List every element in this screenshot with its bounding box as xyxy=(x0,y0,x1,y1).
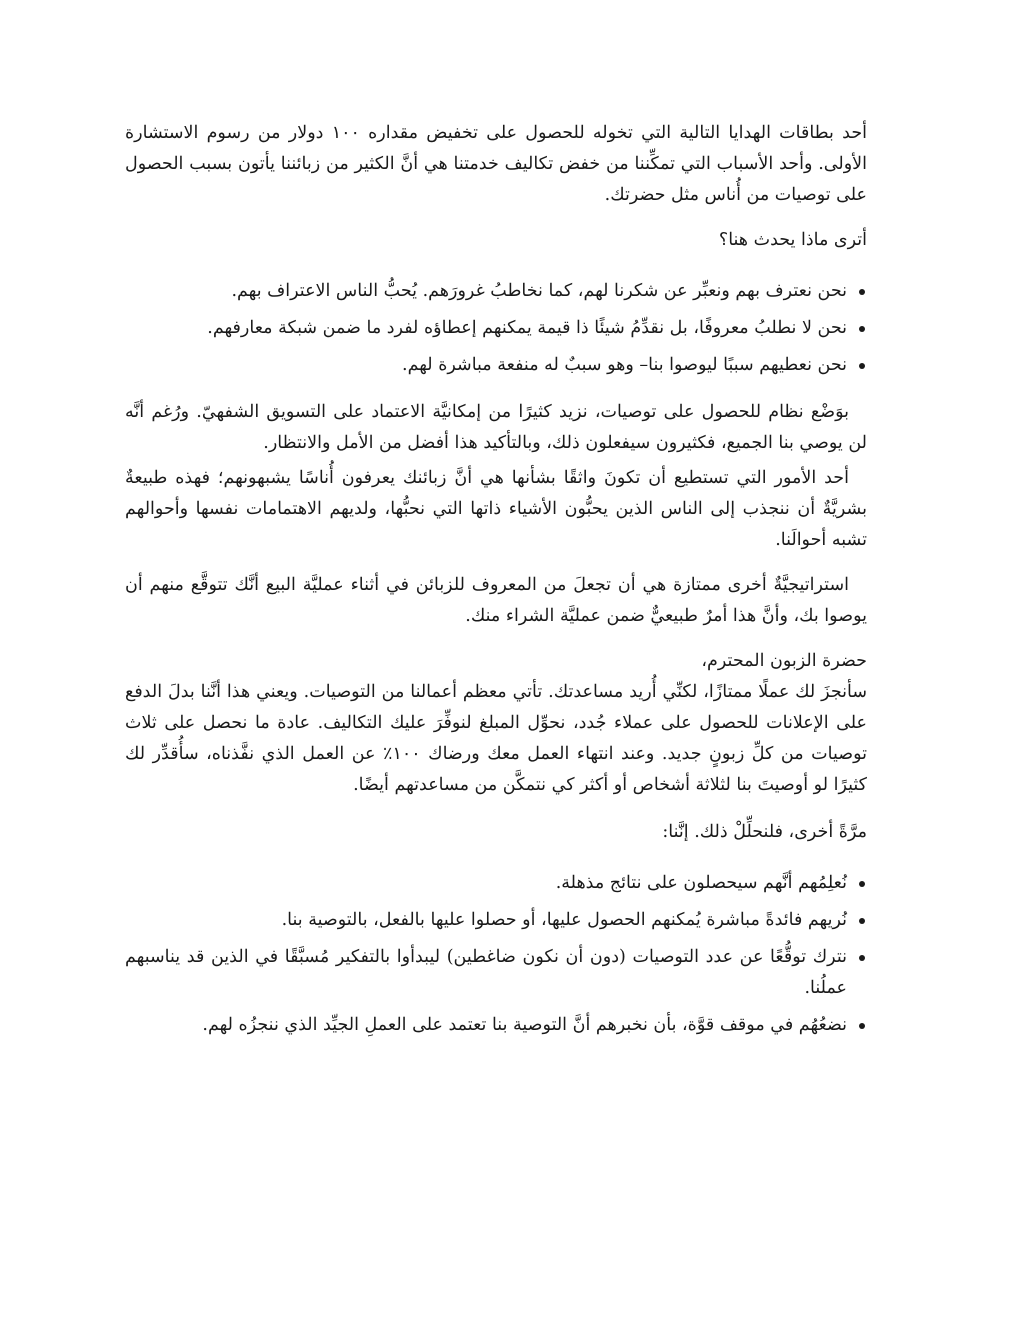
bullet-icon xyxy=(859,955,865,961)
list-item-text: نُريهم فائدةً مباشرة يُمكنهم الحصول عليها، أو حصلوا عليها بالفعل، بالتوصية بنا. xyxy=(281,910,847,930)
sample-letter xyxy=(125,646,867,801)
list-item xyxy=(125,868,867,899)
list-item-text: نضعُهُم في موقف قوَّة، بأن نخبرهم أنَّ التوصية بنا تعتمد على العملِ الجيِّد الذي ننجزُه لهم. xyxy=(202,1015,847,1035)
bullet-icon xyxy=(859,363,865,369)
list-item-text: نحن لا نطلبُ معروفًا، بل نقدِّمُ شيئًا ذا قيمة يمكنهم إعطاؤه لفرد ما ضمن شبكة معارفهم. xyxy=(207,318,847,338)
list-item xyxy=(125,905,867,936)
bullet-icon xyxy=(859,289,865,295)
list-item xyxy=(125,1010,867,1041)
list-item xyxy=(125,313,867,344)
strategy-paragraph: استراتيجيَّةٌ أخرى ممتازة هي أن تجعلَ من المعروف للزبائن في أثناء عمليَّة البيع أنَّك تتوقَّع منهم أن يوصوا بك، وأنَّ هذا أمرٌ طبيعيٌّ ضمن عمليَّة الشراء منك. xyxy=(125,575,867,626)
confidence-paragraph: أحد الأمور التي تستطيع أن تكونَ واثقًا بشأنها هي أنَّ زبائنك يعرفون أُناسًا يشبهونهم؛ فهذه طبيعةٌ بشريَّةٌ أن ننجذب إلى الناس الذين يحبُّون الأشياء ذاتها التي نحبُّها، ولديهم الاهتمامات نفسها وأحوالهم تشبه أحوالَنا. xyxy=(125,468,867,550)
bullet-icon xyxy=(859,326,865,332)
question-line: أترى ماذا يحدث هنا؟ xyxy=(718,230,867,250)
letter-salutation: حضرة الزبون المحترم، xyxy=(701,651,867,671)
analysis-intro: مرَّةً أخرى، فلنحلِّلْ ذلك. إنَّنا: xyxy=(662,822,867,842)
intro-paragraph: أحد بطاقات الهدايا التالية التي تخوله للحصول على تخفيض مقداره ١٠٠ دولار من رسوم الاستشارة الأولى. وأحد الأسباب التي تمكِّننا من خفض تكاليف خدمتنا هي أنَّ الكثير من زبائننا يأتون بسبب الحصول على توصيات من أُناس مثل حضرتك. xyxy=(125,123,868,205)
list-item-text: نحن نعطيهم سببًا ليوصوا بنا– وهو سببٌ له منفعة مباشرة لهم. xyxy=(402,355,847,375)
second-bullet-list xyxy=(125,868,867,1041)
referral-system-paragraph: بوَضْع نظام للحصول على توصيات، نزيد كثيرًا من إمكانيَّة الاعتماد على التسويق الشفهيّ. ورُغم أنَّه لن يوصي بنا الجميع، فكثيرون سيفعلون ذلك، وبالتأكيد هذا أفضل من الأمل والانتظار. xyxy=(125,402,867,453)
bullet-icon xyxy=(859,1023,865,1029)
list-item xyxy=(125,276,867,307)
list-item-text: نحن نعترف بهم ونعبِّر عن شكرنا لهم، كما نخاطبُ غرورَهم. يُحبُّ الناس الاعتراف بهم. xyxy=(231,281,847,301)
list-item xyxy=(125,942,867,1004)
bullet-icon xyxy=(859,918,865,924)
document-page xyxy=(125,118,867,1057)
letter-body: سأنجزَ لك عملًا ممتازًا، لكنِّي أُريد مساعدتك. تأتي معظم أعمالنا من التوصيات. ويعني هذا أنَّنا بدلَ الدفع على الإعلانات للحصول على عملاء جُدد، نحوِّل المبلغ لنوفِّرَ عليك التكاليف. عادة ما نحصل على ثلاث توصيات من كلِّ زبونٍ جديد. وعند انتهاء العمل معك ورضاك ١٠٠٪ عن العمل الذي نفَّذناه، سأُقدِّر لك كثيرًا لو أوصيتَ بنا لثلاثة أشخاص أو أكثر كي نتمكَّن من مساعدتهم أيضًا. xyxy=(125,682,867,795)
list-item xyxy=(125,350,867,381)
list-item-text: نُعلِمُهم أنَّهم سيحصلون على نتائج مذهلة. xyxy=(555,873,847,893)
bullet-icon xyxy=(859,881,865,887)
list-item-text: نترك توقُّعًا عن عدد التوصيات (دون أن نكون ضاغطين) ليبدأوا بالتفكير مُسبَّقًا في الذين قد يناسبهم عملُنا. xyxy=(125,947,847,998)
first-bullet-list xyxy=(125,276,867,381)
